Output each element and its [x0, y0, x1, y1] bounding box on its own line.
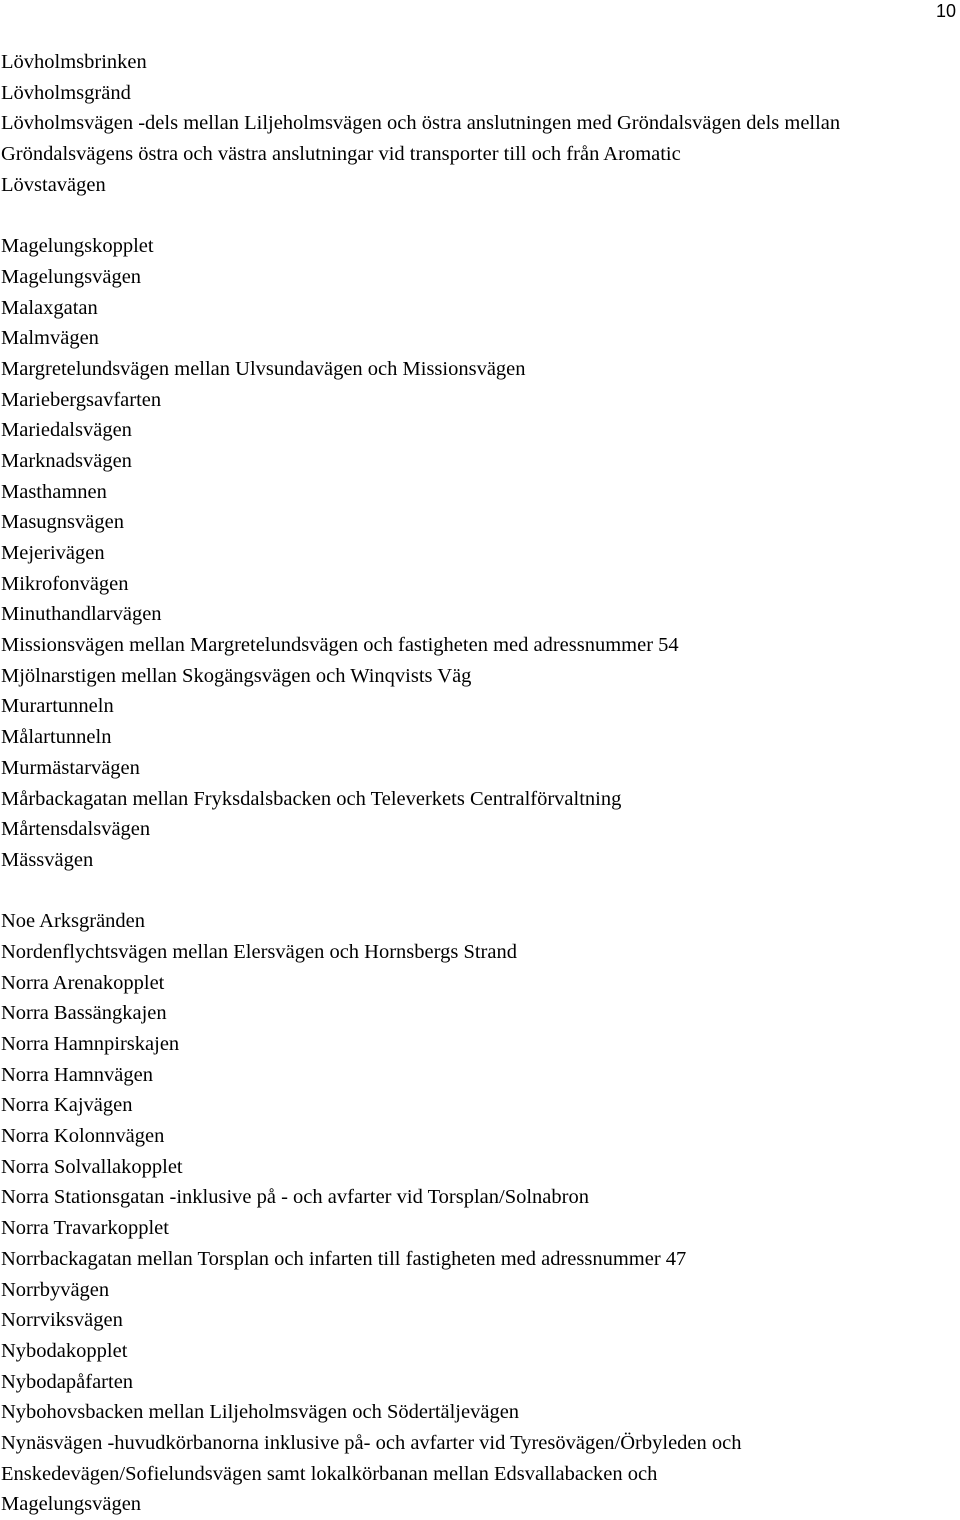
list-item: Mjölnarstigen mellan Skogängsvägen och Winqvists Väg: [1, 664, 472, 687]
list-item: Norra Solvallakopplet: [1, 1155, 183, 1178]
list-item: Mejerivägen: [1, 542, 105, 564]
list-item: Mariebergsavfarten: [1, 388, 162, 411]
list-item: Norra Arenakopplet: [1, 971, 165, 994]
list-item: Mårtensdalsvägen: [1, 818, 151, 841]
list-item: Lövholmsbrinken: [1, 51, 147, 73]
list-item: Noe Arksgränden: [1, 910, 146, 933]
list-item: Mässvägen: [1, 848, 94, 871]
list-item: Murmästarvägen: [1, 756, 140, 779]
list-item: Malaxgatan: [1, 296, 98, 319]
list-item: Norra Stationsgatan -inklusive på - och avfarter vid Torsplan/Solnabron: [1, 1186, 589, 1209]
street-group-n: [1, 906, 956, 1520]
list-item: Magelungsvägen: [1, 1493, 142, 1516]
group-separator: [1, 200, 956, 231]
list-item: Nordenflychtsvägen mellan Elersvägen och Hornsbergs Strand: [1, 940, 517, 963]
list-item: Lövstavägen: [1, 173, 106, 196]
list-item: Norra Travarkopplet: [1, 1217, 169, 1240]
street-group-m: [1, 231, 956, 875]
street-list: [1, 47, 956, 1520]
list-item: Malmvägen: [1, 327, 99, 350]
group-separator: [1, 876, 956, 907]
list-item: Norra Bassängkajen: [1, 1002, 167, 1025]
list-item: Mariedalsvägen: [1, 419, 132, 442]
list-item: Nybodakopplet: [1, 1339, 128, 1362]
list-item: Mikrofonvägen: [1, 572, 129, 595]
list-item: Mårbackagatan mellan Fryksdalsbacken och Televerkets Centralförvaltning: [1, 787, 622, 810]
list-item: Nybodapåfarten: [1, 1370, 134, 1393]
list-item: Norra Hamnpirskajen: [1, 1033, 180, 1055]
list-item: Norrbackagatan mellan Torsplan och infarten till fastigheten med adressnummer 47: [1, 1247, 687, 1270]
list-item: Nynäsvägen -huvudkörbanorna inklusive på- och avfarter vid Tyresövägen/Örbyleden och: [1, 1431, 742, 1454]
page-number: 10: [935, 1, 956, 21]
list-item: Lövholmsgränd: [1, 81, 131, 104]
list-item: Gröndalsvägens östra och västra anslutningar vid transporter till och från Aromatic: [1, 143, 681, 166]
list-item: Norra Kajvägen: [1, 1094, 133, 1117]
list-item: Nybohovsbacken mellan Liljeholmsvägen och Södertäljevägen: [1, 1401, 520, 1424]
list-item: Masugnsvägen: [1, 511, 124, 534]
list-item: Minuthandlarvägen: [1, 603, 162, 626]
list-item: Norrbyvägen: [1, 1278, 110, 1301]
list-item: Masthamnen: [1, 480, 107, 503]
list-item: Murartunneln: [1, 695, 114, 718]
list-item: Margretelundsvägen mellan Ulvsundavägen och Missionsvägen: [1, 357, 526, 380]
list-item: Norra Hamnvägen: [1, 1063, 153, 1086]
street-group-l: [1, 47, 956, 200]
list-item: Norra Kolonnvägen: [1, 1125, 165, 1148]
list-item: Norrviksvägen: [1, 1309, 123, 1332]
list-item: Missionsvägen mellan Margretelundsvägen och fastigheten med adressnummer 54: [1, 634, 679, 657]
list-item: Magelungskopplet: [1, 235, 154, 258]
list-item: Lövholmsvägen -dels mellan Liljeholmsvägen och östra anslutningen med Gröndalsvägen dels mellan: [1, 112, 841, 135]
list-item: Enskedevägen/Sofielundsvägen samt lokalkörbanan mellan Edsvallabacken och: [1, 1462, 658, 1485]
list-item: Marknadsvägen: [1, 449, 132, 472]
list-item: Målartunneln: [1, 726, 112, 749]
list-item: Magelungsvägen: [1, 265, 142, 288]
